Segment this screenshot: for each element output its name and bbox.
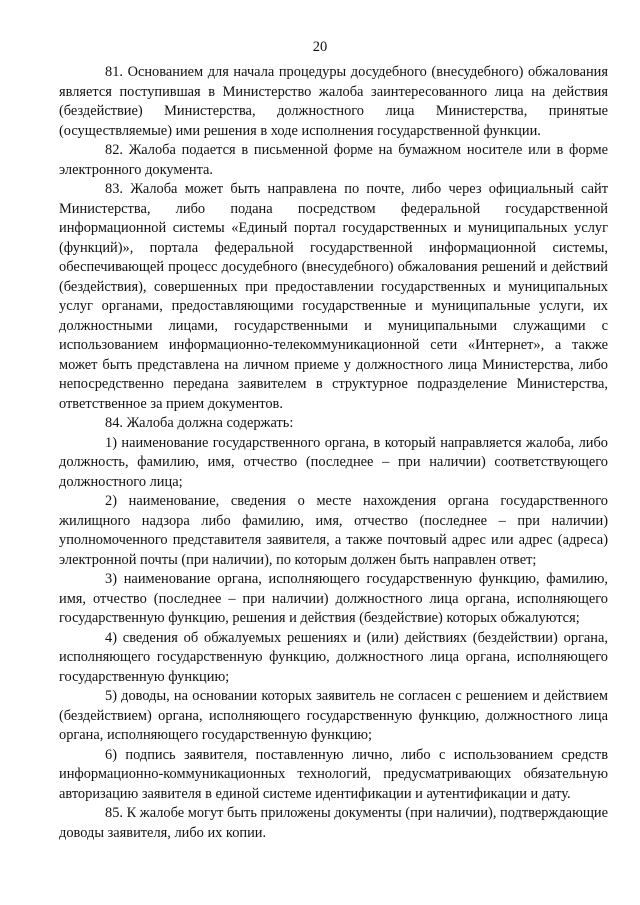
list-item-1: 1) наименование государственного органа, в который направляется жалоба, либо должность, фамилию, имя, отчество (последнее – при наличии) соответствующего должностного лица; xyxy=(59,434,608,490)
list-item-6: 6) подпись заявителя, поставленную лично, либо с использованием средств информационно-коммуникационных технологий, предусматривающих обязательную авторизацию заявителя в единой системе идентификации и аутентификации и дату. xyxy=(59,746,608,802)
list-item-5: 5) доводы, на основании которых заявитель не согласен с решением и действием (бездействием) органа, исполняющего государственную функцию, должностного лица органа, исполняющего государственную функцию; xyxy=(59,688,608,743)
document-body xyxy=(59,63,608,843)
paragraph-82: 82. Жалоба подается в письменной форме на бумажном носителе или в форме электронного документа. xyxy=(59,142,608,178)
paragraph-81: 81. Основанием для начала процедуры досудебного (внесудебного) обжалования является поступившая в Министерство жалоба заинтересованного лица на действия (бездействие) Министерства, должностного лица Министерства, принятые (осуществляемые) ими решения в ходе исполнения государственной функции. xyxy=(59,64,608,139)
paragraph-83: 83. Жалоба может быть направлена по почте, либо через официальный сайт Министерства, либо подана посредством федеральной государственной информационной системы «Единый портал государственных и муниципальных услуг (функций)», портала федеральной государственной информационной системы, обеспечивающей процесс досудебного (внесудебного) обжалования решений и действий (бездействия), совершенных при предоставлении государственных и муниципальных услуг органами, предоставляющими государственные и муниципальные услуги, их должностными лицами, государственными и муниципальными служащими с использованием информационно-телекоммуникационной сети «Интернет», а также может быть представлена на личном приеме у должностного лица Министерства, либо непосредственно передана заявителем в структурное подразделение Министерства, ответственное за прием документов. xyxy=(59,181,608,412)
list-item-4: 4) сведения об обжалуемых решениях и (или) действиях (бездействии) органа, исполняющего государственную функцию, должностного лица органа, исполняющего государственную функцию; xyxy=(59,629,608,685)
paragraph-85: 85. К жалобе могут быть приложены документы (при наличии), подтверждающие доводы заявителя, либо их копии. xyxy=(59,805,608,841)
page-number: 20 xyxy=(312,39,328,55)
list-item-2: 2) наименование, сведения о месте нахождения органа государственного жилищного надзора либо фамилию, имя, отчество (последнее – при наличии) уполномоченного представителя заявителя, а также почтовый адрес или адрес (адреса) электронной почты (при наличии), по которым должен быть направлен ответ; xyxy=(59,493,608,568)
paragraph-84: 84. Жалоба должна содержать: xyxy=(105,415,294,431)
list-item-3: 3) наименование органа, исполняющего государственную функцию, фамилию, имя, отчество (последнее – при наличии) должностного лица органа, исполняющего государственную функцию, решения и действия (бездействие) которых обжалуются; xyxy=(59,571,608,626)
